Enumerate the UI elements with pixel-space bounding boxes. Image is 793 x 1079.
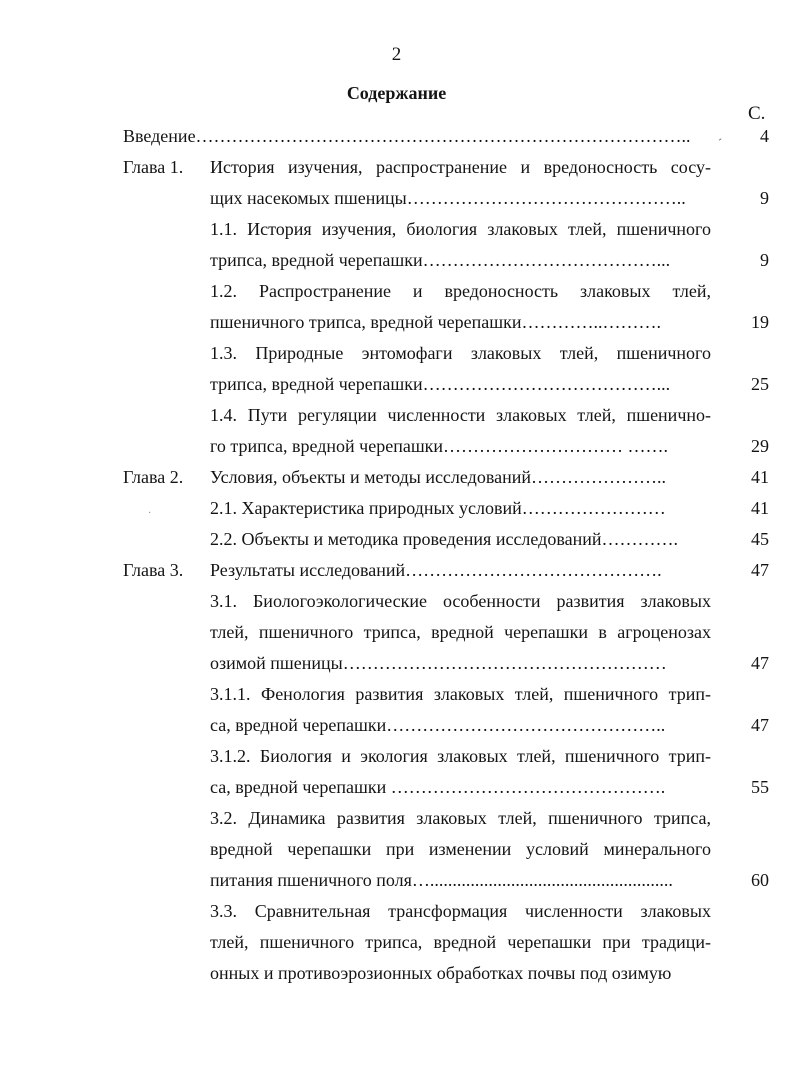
scan-speck: · [148, 508, 152, 519]
toc-entry-text-line: Условия, объекты и методы исследований………………….. [210, 467, 666, 487]
toc-entry-text-line: тлей, пшеничного трипса, вредной черепашки в агроценозах [210, 622, 711, 642]
toc-entry-label: Глава 3. [123, 560, 184, 580]
toc-entry-text-line: 1.2. Распространение и вредоносность злаковых тлей, [210, 281, 711, 301]
page-column-header: С. [748, 103, 766, 124]
toc-entry-text-line: Результаты исследований……………………………………. [210, 560, 662, 580]
toc-entry-page: 45 [751, 529, 769, 549]
toc-entry-text-line: пшеничного трипса, вредной черепашки…………..………. [210, 312, 661, 332]
toc-entry-text-line: трипса, вредной черепашки…………………………………... [210, 374, 671, 394]
toc-entry-text-line: 1.4. Пути регуляции численности злаковых тлей, пшенично- [210, 405, 711, 425]
toc-entry-page: 9 [760, 188, 769, 208]
toc-entry-page: 9 [760, 250, 769, 270]
toc-entry-text-line: тлей, пшеничного трипса, вредной черепашки при традици- [210, 932, 711, 952]
toc-entry-text-line: 3.1.1. Фенология развития злаковых тлей, пшеничного трип- [210, 684, 711, 704]
toc-entry-text-line: 1.1. История изучения, биология злаковых тлей, пшеничного [210, 219, 711, 239]
toc-entry-page: 47 [751, 715, 769, 735]
toc-entry-text-line: Введение……………………………………………………………………….. [123, 126, 691, 146]
toc-entry-text-line: 3.1.2. Биология и экология злаковых тлей, пшеничного трип- [210, 746, 711, 766]
toc-entry-page: 4 [760, 126, 769, 146]
toc-entry-text-line: 3.1. Биологоэкологические особенности развития злаковых [210, 591, 711, 611]
toc-entry-text-line: вредной черепашки при изменении условий минерального [210, 839, 711, 859]
toc-entry-text-line: го трипса, вредной черепашки………………………… ……. [210, 436, 669, 456]
toc-entry-text-line: са, вредной черепашки……………………………………….. [210, 715, 666, 735]
scan-mark: ´ [718, 136, 722, 150]
toc-entry-text-line: 3.2. Динамика развития злаковых тлей, пшеничного трипса, [210, 808, 711, 828]
toc-entry-text-line: 1.3. Природные энтомофаги злаковых тлей, пшеничного [210, 343, 711, 363]
toc-entry-page: 47 [751, 653, 769, 673]
toc-entry-text-line: онных и противоэрозионных обработках почвы под озимую [210, 963, 672, 983]
toc-entry-page: 25 [751, 374, 769, 394]
toc-entry-page: 47 [751, 560, 769, 580]
toc-entry-text-line: са, вредной черепашки ………………………………………. [210, 777, 666, 797]
toc-entry-text-line: трипса, вредной черепашки…………………………………... [210, 250, 671, 270]
page-number: 2 [391, 44, 402, 65]
toc-entry-text-line: История изучения, распространение и вредоносность сосу- [210, 157, 711, 177]
toc-entry-text-line: питания пшеничного поля…...................................................... [210, 870, 673, 890]
toc-entry-text-line: 2.1. Характеристика природных условий…………………… [210, 498, 666, 518]
toc-entry-page: 29 [751, 436, 769, 456]
toc-entry-text-line: озимой пшеницы……………………………………………… [210, 653, 667, 673]
toc-entry-text-line: щих насекомых пшеницы……………………………………….. [210, 188, 686, 208]
toc-entry-page: 41 [751, 498, 769, 518]
toc-entry-page: 55 [751, 777, 769, 797]
toc-entry-text-line: 3.3. Сравнительная трансформация численности злаковых [210, 901, 711, 921]
page-title: Содержание [346, 83, 447, 103]
toc-entry-label: Глава 1. [123, 157, 184, 177]
toc-entry-page: 41 [751, 467, 769, 487]
toc-entry-label: Глава 2. [123, 467, 184, 487]
toc-entry-page: 60 [751, 870, 769, 890]
toc-entry-text-line: 2.2. Объекты и методика проведения исследований…………. [210, 529, 678, 549]
toc-entry-page: 19 [751, 312, 769, 332]
